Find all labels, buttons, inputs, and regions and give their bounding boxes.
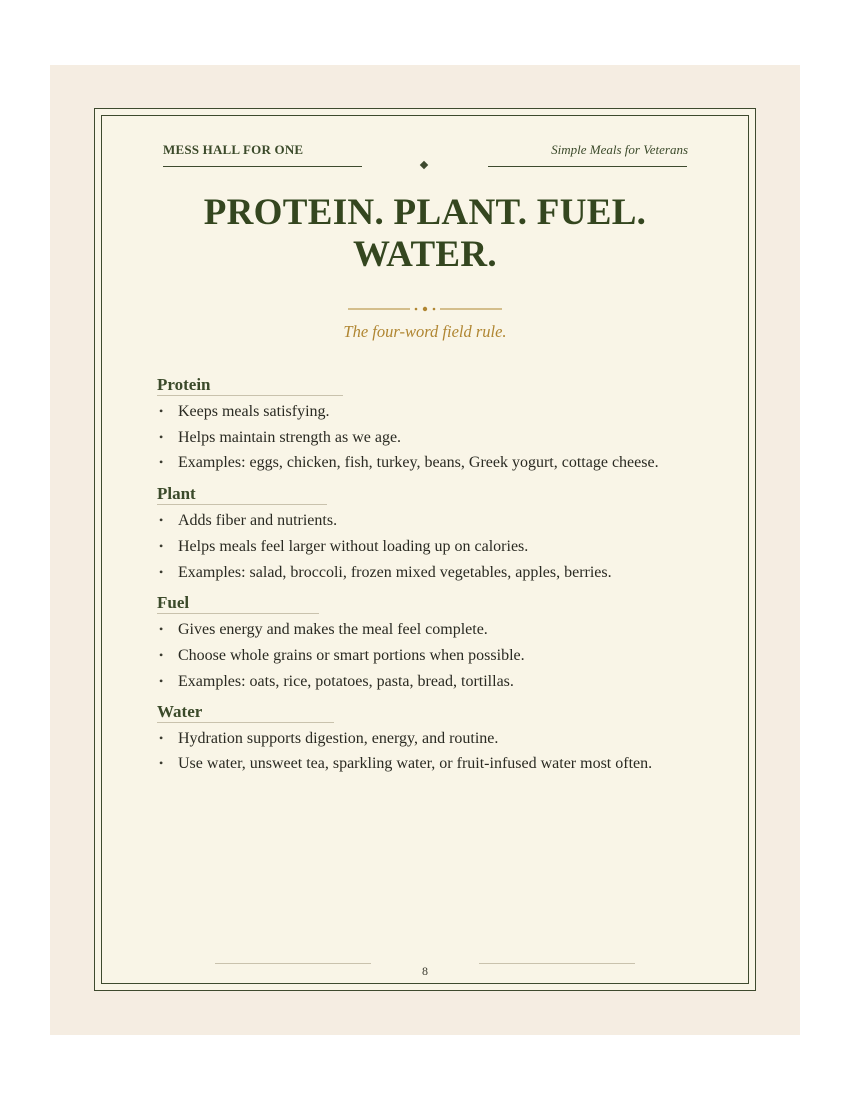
- bullet-list: [157, 399, 697, 476]
- section-water: [157, 701, 697, 775]
- page-title: [50, 192, 800, 276]
- header-rule-right: [488, 166, 687, 167]
- running-header-right: Simple Meals for Veterans: [551, 142, 688, 157]
- section-list: [157, 374, 697, 775]
- list-item: • Examples: oats, rice, potatoes, pasta, bread, tortillas.: [157, 669, 697, 695]
- page-title-line-2: WATER.: [352, 234, 497, 275]
- footer-rule-right: [479, 963, 635, 964]
- section-protein: [157, 374, 697, 476]
- section-heading: Water: [157, 701, 334, 723]
- list-item: • Choose whole grains or smart portions when possible.: [157, 643, 697, 669]
- list-item: • Adds fiber and nutrients.: [157, 508, 697, 534]
- list-item: • Hydration supports digestion, energy, and routine.: [157, 726, 697, 752]
- bullet-list: [157, 617, 697, 694]
- bullet-list: [157, 508, 697, 585]
- page-sheet: [50, 65, 800, 1035]
- divider-ornament-icon: [348, 306, 502, 312]
- bullet-list: [157, 726, 697, 775]
- list-item: • Helps meals feel larger without loading up on calories.: [157, 534, 697, 560]
- page-number: 8: [422, 964, 428, 978]
- page-title-line-1: PROTEIN. PLANT. FUEL.: [203, 192, 647, 233]
- list-item: • Helps maintain strength as we age.: [157, 425, 697, 451]
- section-plant: [157, 483, 697, 585]
- section-heading: Fuel: [157, 592, 319, 614]
- list-item: • Examples: salad, broccoli, frozen mixed vegetables, apples, berries.: [157, 560, 697, 586]
- list-item: • Keeps meals satisfying.: [157, 399, 697, 425]
- section-fuel: [157, 592, 697, 694]
- list-item: • Examples: eggs, chicken, fish, turkey, beans, Greek yogurt, cottage cheese.: [157, 450, 697, 476]
- list-item: • Use water, unsweet tea, sparkling water, or fruit-infused water most often.: [157, 752, 668, 775]
- section-heading: Protein: [157, 374, 343, 396]
- page-subtitle: The four-word field rule.: [343, 322, 507, 341]
- list-item: • Gives energy and makes the meal feel complete.: [157, 617, 697, 643]
- section-heading: Plant: [157, 483, 327, 505]
- header-rule-left: [163, 166, 362, 167]
- running-header-left: MESS HALL FOR ONE: [163, 142, 304, 157]
